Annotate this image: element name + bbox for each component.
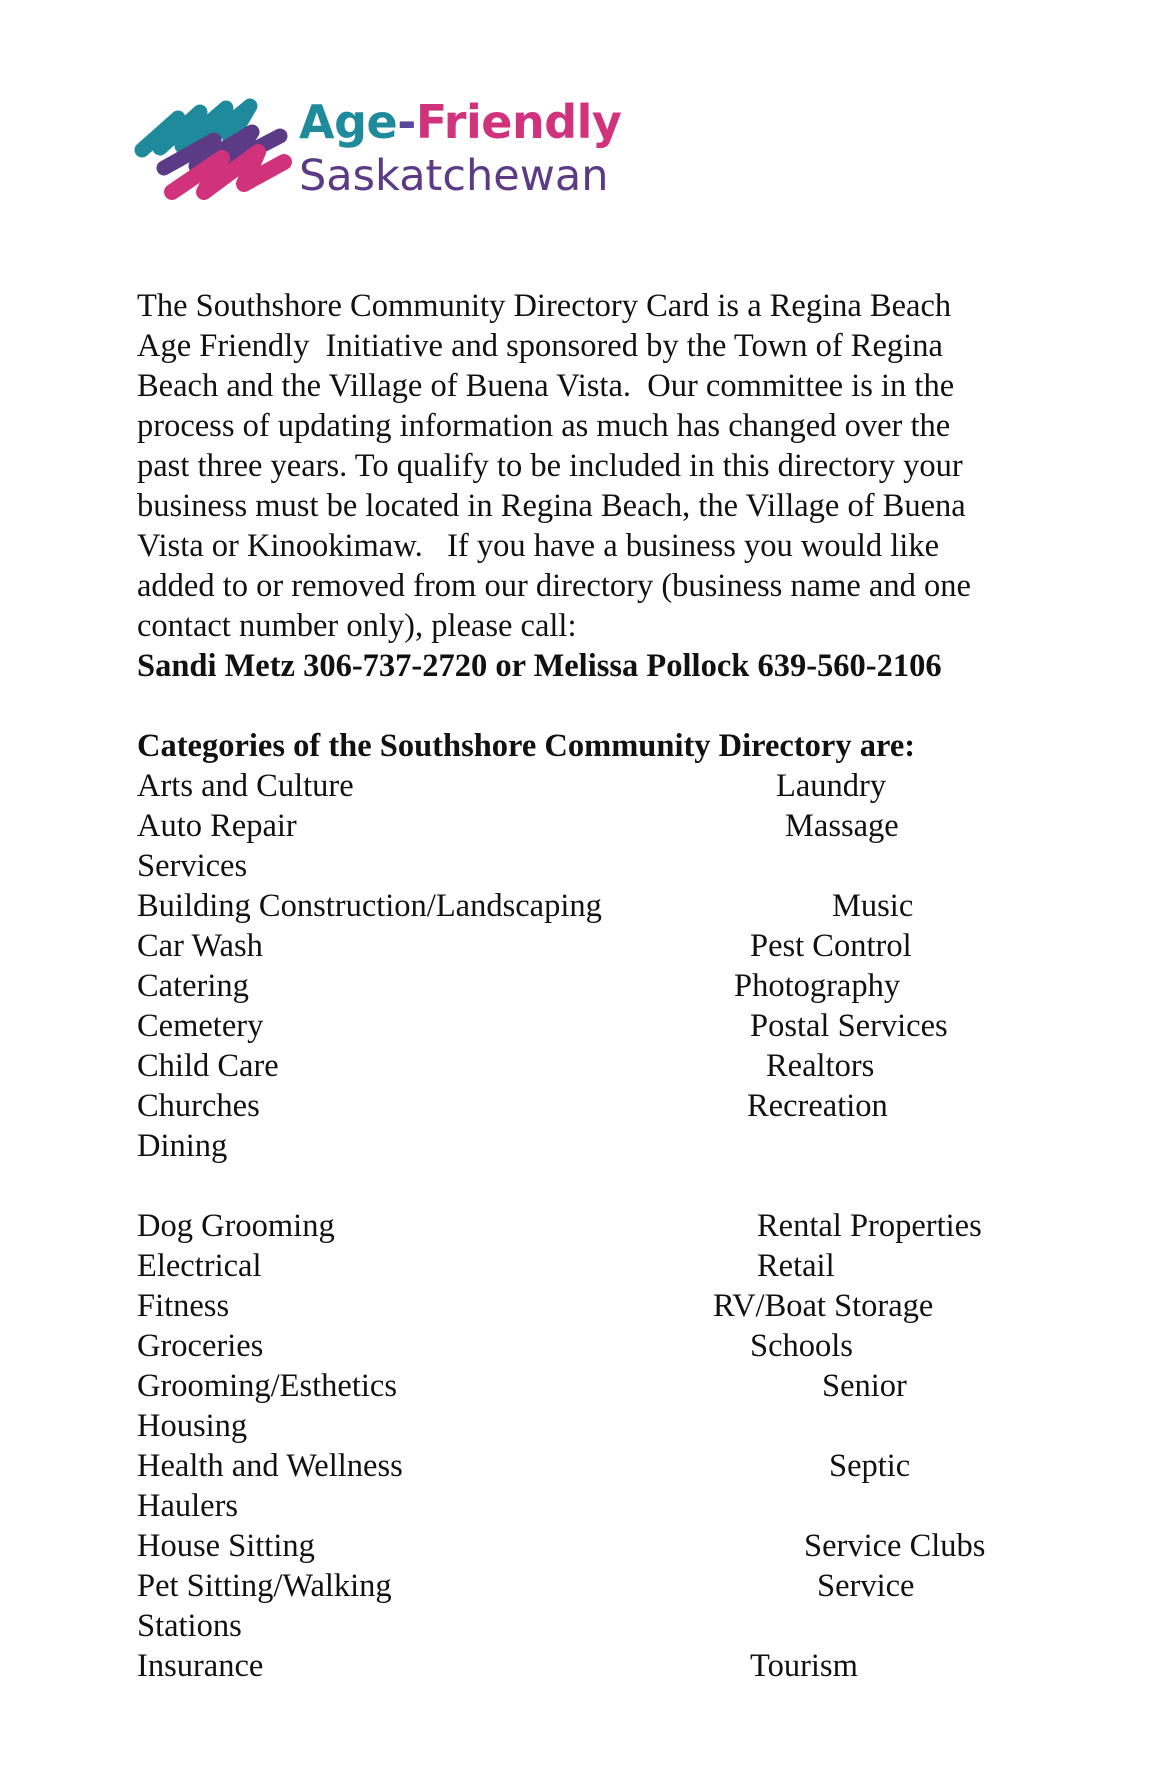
category-item: Churches xyxy=(137,1088,260,1124)
category-item: Service xyxy=(817,1568,915,1604)
intro-line: contact number only), please call: xyxy=(137,608,577,644)
category-item: Postal Services xyxy=(750,1008,948,1044)
category-item: Rental Properties xyxy=(757,1208,982,1244)
category-item: Arts and Culture xyxy=(137,768,354,804)
category-item: Building Construction/Landscaping xyxy=(137,888,602,924)
category-item: Dining xyxy=(137,1128,228,1164)
category-item: Photography xyxy=(734,968,901,1004)
intro-line: past three years. To qualify to be included in this directory your xyxy=(137,448,963,484)
category-item: House Sitting xyxy=(137,1528,315,1564)
category-item: Grooming/Esthetics xyxy=(137,1368,397,1404)
category-item: Schools xyxy=(750,1328,853,1364)
category-item: Services xyxy=(137,848,248,884)
category-item: Pet Sitting/Walking xyxy=(137,1568,392,1604)
intro-paragraph xyxy=(137,286,1037,686)
category-item: Car Wash xyxy=(137,928,263,964)
category-item: Pest Control xyxy=(750,928,912,964)
category-item: Service Clubs xyxy=(804,1528,986,1564)
logo-friendly-text: Friendly xyxy=(415,95,622,149)
category-item: Insurance xyxy=(137,1648,264,1684)
age-friendly-logo xyxy=(134,92,622,212)
logo-title xyxy=(299,94,621,150)
intro-line: The Southshore Community Directory Card is a Regina Beach xyxy=(137,288,952,324)
category-item: Music xyxy=(832,888,914,924)
logo-subtitle: Saskatchewan xyxy=(299,151,609,201)
category-item: Stations xyxy=(137,1608,242,1644)
category-item: Retail xyxy=(757,1248,835,1284)
category-item: Electrical xyxy=(137,1248,262,1284)
categories-heading: Categories of the Southshore Community Directory are: xyxy=(137,728,916,764)
category-item: Housing xyxy=(137,1408,248,1444)
logo-dash-text: - xyxy=(397,95,416,149)
intro-line: Age Friendly Initiative and sponsored by the Town of Regina xyxy=(137,328,943,364)
contact-line: Sandi Metz 306-737-2720 or Melissa Pollock 639-560-2106 xyxy=(137,648,942,684)
logo-age-text: Age xyxy=(299,95,398,149)
intro-line: Beach and the Village of Buena Vista. Our committee is in the xyxy=(137,368,955,404)
intro-line: business must be located in Regina Beach, the Village of Buena xyxy=(137,488,966,524)
category-item: Septic xyxy=(829,1448,911,1484)
category-item: Tourism xyxy=(750,1648,858,1684)
category-item: Auto Repair xyxy=(137,808,297,844)
intro-line: process of updating information as much has changed over the xyxy=(137,408,951,444)
category-item: Child Care xyxy=(137,1048,279,1084)
category-item: Recreation xyxy=(747,1088,888,1124)
category-item: Dog Grooming xyxy=(137,1208,335,1244)
intro-line: added to or removed from our directory (business name and one xyxy=(137,568,971,604)
category-item: Groceries xyxy=(137,1328,264,1364)
category-item: Fitness xyxy=(137,1288,230,1324)
category-item: Senior xyxy=(822,1368,907,1404)
category-item: Cemetery xyxy=(137,1008,264,1044)
category-item: Laundry xyxy=(776,768,887,804)
intro-line: Vista or Kinookimaw. If you have a business you would like xyxy=(137,528,939,564)
brush-stroke-logo-icon xyxy=(134,96,294,208)
category-item: Haulers xyxy=(137,1488,239,1524)
category-item: Catering xyxy=(137,968,249,1004)
category-item: Realtors xyxy=(766,1048,875,1084)
category-item: Health and Wellness xyxy=(137,1448,403,1484)
category-item: RV/Boat Storage xyxy=(713,1288,934,1324)
category-item: Massage xyxy=(785,808,899,844)
